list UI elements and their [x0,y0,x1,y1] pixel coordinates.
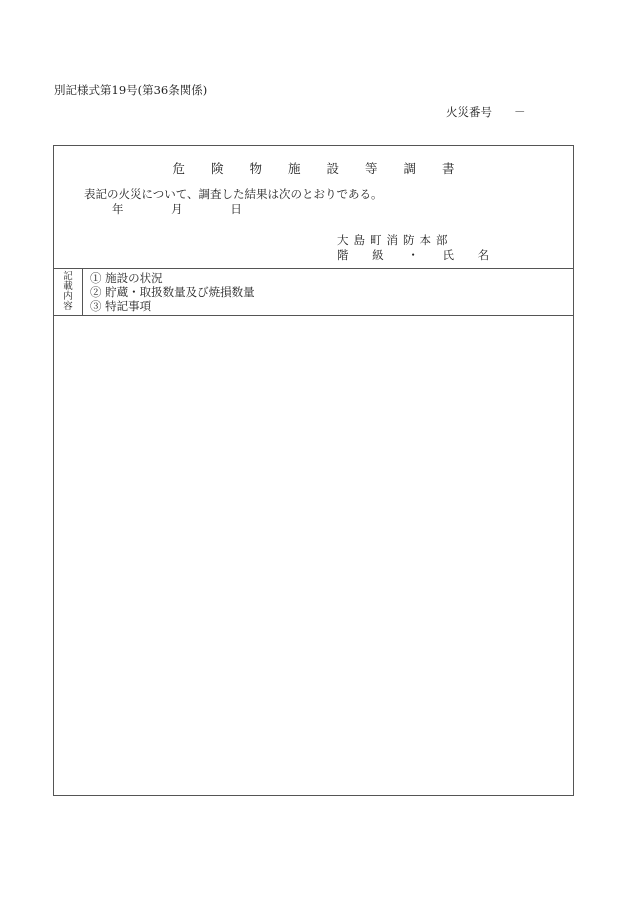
rank-char-2: 級 [372,248,386,262]
fire-department-name: 大島町消防本部 [337,233,453,247]
contents-items [90,271,255,313]
fire-number-separator: － [514,105,526,119]
fire-number [446,104,526,120]
contents-vertical-label [54,269,83,315]
document-title: 危険物施設等調書 [172,161,481,176]
name-char-1: 氏 [442,248,456,262]
contents-item-storage-quantity: ② 貯蔵・取扱数量及び焼損数量 [90,285,255,299]
day-label: 日 [230,202,242,216]
contents-item-facility-status: ① 施設の状況 [90,271,163,285]
contents-item-special-notes: ③ 特記事項 [90,299,152,313]
rank-and-name-line [337,247,491,263]
report-body-area [54,316,573,794]
contents-label-char-4: 容 [63,301,73,312]
month-label: 月 [171,202,183,216]
contents-label-char-2: 載 [63,281,73,292]
name-char-2: 名 [477,248,492,262]
report-frame [53,145,574,796]
contents-row [54,268,573,316]
form-number-label: 別記様式第19号(第36条関係) [54,83,208,97]
year-label: 年 [112,202,124,216]
statement-text: 表記の火災について、調査した結果は次のとおりである。 [84,187,383,201]
contents-label-char-1: 記 [63,271,73,282]
rank-separator: ・ [407,248,421,262]
rank-char-1: 階 [337,248,351,262]
date-line [112,201,242,217]
fire-number-label: 火災番号 [446,105,492,119]
contents-label-char-3: 内 [63,291,73,302]
